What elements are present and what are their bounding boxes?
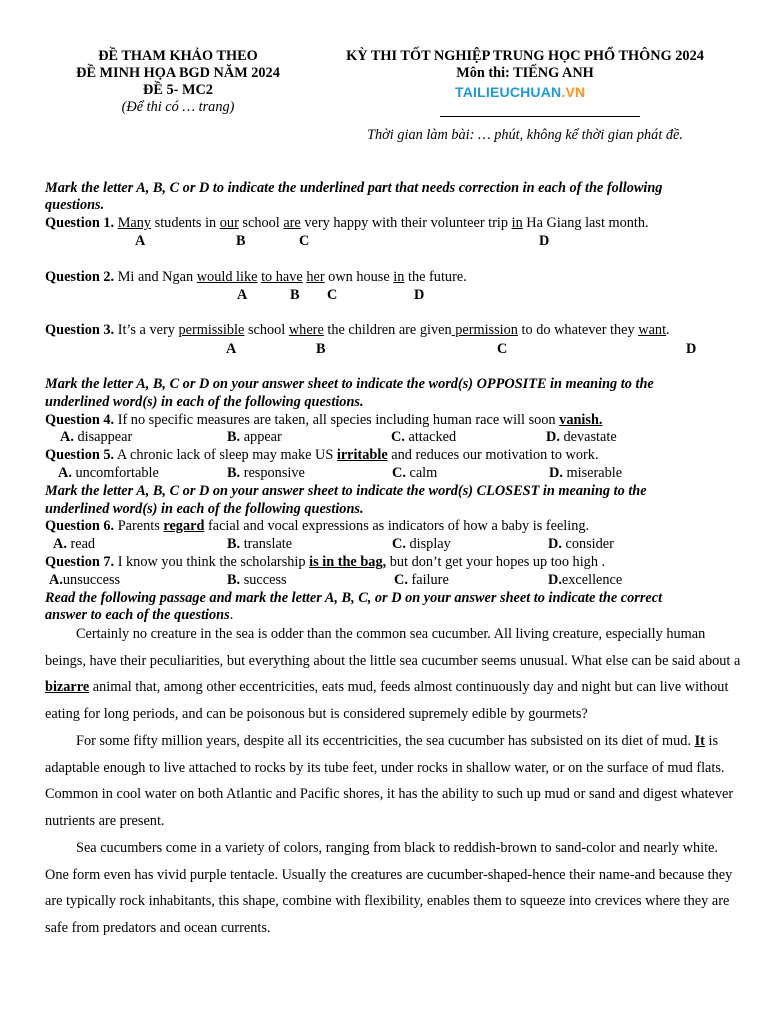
q6-text: facial and vocal expressions as indicators of how a baby is feeling. [204,518,590,534]
passage-key-word-bizarre: bizarre [45,679,90,696]
q3-part-d: want [638,322,667,338]
header-left [40,48,316,116]
q1-part-a: Many [117,215,152,231]
q6-option-text: consider [561,536,614,552]
header-left-line4: (Để thi có … trang) [121,99,235,115]
header-right-line2: Môn thi: TIẾNG ANH [456,65,594,81]
q2-text: the future. [404,269,467,285]
q6-option-letter: B. [227,536,241,552]
q3-label-b: B [316,341,326,357]
q6-option-letter: D. [548,536,562,552]
passage-text: animal that, among other eccentricities, eats mud, feeds almost continuously day and night but can live without eating for long periods, and can be poisonous but is considered supremely edible by gourmets? [45,679,729,722]
question-3 [45,322,670,339]
q1-number: Question 1. [45,215,115,231]
q1-label-b: B [236,233,246,249]
q1-part-b: our [219,215,239,231]
q7-option-letter: C. [394,572,408,588]
q2-part-a: would like [196,269,258,285]
q5-option-c [392,465,437,482]
q5-option-text: miserable [562,465,623,481]
q7-option-a [49,572,120,589]
q6-option-text: translate [240,536,293,552]
q5-option-b [227,465,305,482]
q3-text: to do whatever they [517,322,639,338]
q2-part-b: to have [261,269,303,285]
q5-option-letter: A. [58,465,72,481]
q5-option-letter: C. [392,465,406,481]
q5-option-text: uncomfortable [71,465,159,481]
q7-option-d [548,572,622,589]
q2-number: Question 2. [45,269,115,285]
logo-part2: CHUAN [509,84,562,100]
q1-label-c: C [299,233,310,249]
section4-instruction-line1: Read the following passage and mark the letter A, B, C, or D on your answer sheet to indicate the correct [45,590,663,606]
header-left-line3: ĐỀ 5- MC2 [143,82,213,98]
q1-label-d: D [539,233,550,249]
time-note: Thời gian làm bài: … phút, không kể thời gian phát đề. [367,127,683,143]
q4-option-a [60,429,132,446]
q7-number: Question 7. [45,554,115,570]
header-left-line2: ĐỀ MINH HỌA BGD NĂM 2024 [76,65,280,81]
q2-part-c: her [306,269,325,285]
section2-instruction-line2: underlined word(s) in each of the following questions. [45,394,364,410]
q5-text: A chronic lack of sleep may make US [114,447,337,463]
section1-instruction-line2: questions. [45,197,105,213]
q6-key-word: regard [163,518,205,534]
q7-option-text: excellence [561,572,623,588]
q5-option-text: calm [405,465,438,481]
q5-option-letter: B. [227,465,241,481]
q7-option-c [394,572,449,589]
q2-text: own house [324,269,394,285]
passage-paragraph-2 [45,728,745,834]
q4-option-d [546,429,617,446]
q7-option-letter: A. [49,572,63,588]
q6-option-text: read [66,536,96,552]
q1-text: very happy with their volunteer trip [300,215,512,231]
passage-paragraph-3: Sea cucumbers come in a variety of colors, ranging from black to reddish-brown to sand-color and nearly white. One form even has vivid purple tentacle. Usually the creatures are cucumber-shaped-hence their name-and because they are typically rock inhabitants, this shape, combine with flexibility, enables them to squeeze into crevices where they are safe from predators and ocean currents. [45,840,733,936]
q6-option-c [392,536,451,553]
question-6 [45,518,589,535]
q2-part-d: in [393,269,405,285]
q4-option-text: devastate [559,429,617,445]
q3-label-c: C [497,341,508,357]
header-left-line1: ĐỀ THAM KHẢO THEO [98,48,258,64]
header-right [330,48,720,82]
q7-text: but don’t get your hopes up too high . [386,554,606,570]
q4-option-b [227,429,282,446]
q1-text: Ha Giang last month. [522,215,649,231]
q5-option-a [58,465,159,482]
passage-paragraph-1 [45,621,745,727]
q5-number: Question 5. [45,447,115,463]
section3-instruction-line2: underlined word(s) in each of the following questions. [45,501,364,517]
logo-part3: .VN [561,84,586,100]
brand-logo [455,84,585,100]
q4-key-word: vanish. [559,412,603,428]
logo-part1: TAILIEU [455,84,510,100]
q3-text: . [666,322,670,338]
q4-option-text: attacked [404,429,457,445]
passage-key-word-it: It [694,733,705,749]
section4-instruction-end: . [229,607,234,623]
q2-text: Mi and Ngan [114,269,197,285]
section2-instruction-line1: Mark the letter A, B, C or D on your answer sheet to indicate the word(s) OPPOSITE in meaning to the [45,376,654,392]
q3-text: school [244,322,289,338]
question-4 [45,412,602,429]
passage-text: Certainly no creature in the sea is odder than the common sea cucumber. All living creature, especially human beings, have their peculiarities, but everything about the little sea cucumber seems unusual. What else can be said about a [45,626,741,669]
q7-text: I know you think the scholarship [114,554,310,570]
q3-part-a: permissible [178,322,245,338]
q2-label-c: C [327,287,338,303]
q3-part-c: permission [451,322,518,338]
q5-option-d [549,465,622,482]
q3-number: Question 3. [45,322,115,338]
section3-instruction-line1: Mark the letter A, B, C or D on your answer sheet to indicate the word(s) CLOSEST in meaning to the [45,483,647,499]
question-2 [45,269,467,286]
q6-option-text: display [405,536,451,552]
q1-text: school [238,215,284,231]
q7-option-text: failure [407,572,449,588]
q7-key-word: is in the bag, [309,554,387,570]
q7-option-letter: D. [548,572,562,588]
q4-number: Question 4. [45,412,115,428]
q6-option-d [548,536,614,553]
q6-option-letter: C. [392,536,406,552]
q1-part-d: in [511,215,523,231]
q1-label-a: A [135,233,146,249]
q6-option-b [227,536,292,553]
q6-option-letter: A. [53,536,67,552]
q5-option-text: responsive [240,465,305,481]
q6-number: Question 6. [45,518,115,534]
question-5 [45,447,599,464]
section4-instruction-line2: answer to each of the questions [45,607,230,623]
q4-option-letter: D. [546,429,560,445]
q5-text: and reduces our motivation to work. [387,447,599,463]
q4-option-letter: C. [391,429,405,445]
q4-text: If no specific measures are taken, all species including human race will soon [114,412,560,428]
q7-option-letter: B. [227,572,241,588]
question-1 [45,215,649,232]
header-divider [440,116,640,117]
q2-label-d: D [414,287,425,303]
q3-part-b: where [288,322,324,338]
q5-key-word: irritable [336,447,388,463]
q4-option-c [391,429,456,446]
q4-option-text: disappear [73,429,133,445]
q4-option-letter: B. [227,429,241,445]
q7-option-b [227,572,287,589]
q7-option-text: success [240,572,287,588]
q3-label-a: A [226,341,237,357]
q3-text: It’s a very [114,322,179,338]
passage-text: is adaptable enough to live attached to rocks by its tube feet, under rocks in shallow water, or on the surface of mud flats. Common in cool water on both Atlantic and Pacific shores, it has the ability to such up mud or sand and digest whatever nutrients are present. [45,733,734,829]
q3-text: the children are given [323,322,452,338]
header-right-line1: KỲ THI TỐT NGHIỆP TRUNG HỌC PHỔ THÔNG 2024 [346,48,704,64]
q5-option-letter: D. [549,465,563,481]
q2-label-b: B [290,287,300,303]
passage-text: For some fifty million years, despite all its eccentricities, the sea cucumber has subsisted on its diet of mud. [76,733,695,749]
q1-part-c: are [283,215,301,231]
q6-option-a [53,536,95,553]
q3-label-d: D [686,341,697,357]
q4-option-letter: A. [60,429,74,445]
q2-label-a: A [237,287,248,303]
section1-instruction-line1: Mark the letter A, B, C or D to indicate the underlined part that needs correction in each of the following [45,180,663,196]
q6-text: Parents [114,518,164,534]
q7-option-text: unsuccess [62,572,121,588]
q4-option-text: appear [240,429,282,445]
q1-text: students in [151,215,220,231]
question-7 [45,554,605,571]
